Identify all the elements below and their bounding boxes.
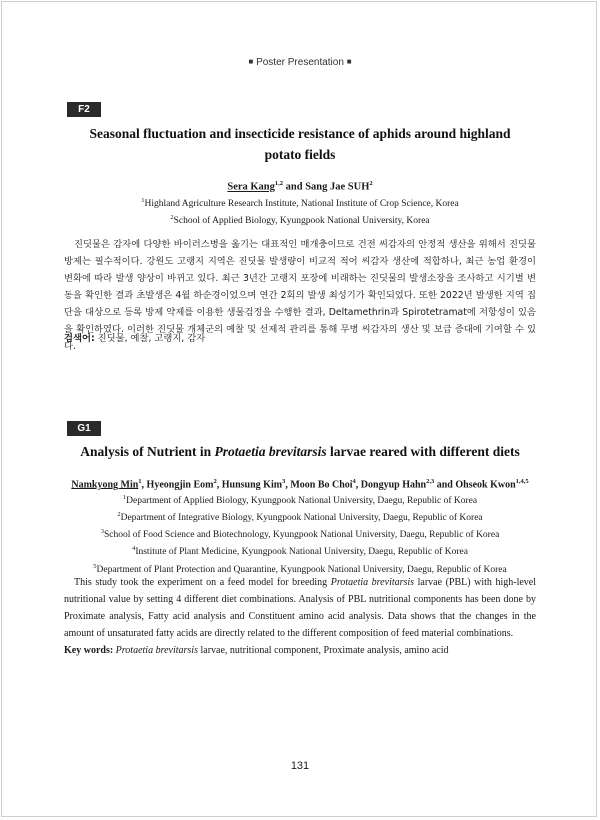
g1-affiliation-1 [40, 491, 560, 508]
g1-keywords-species: Protaetia brevitarsis [115, 645, 198, 656]
g1-affiliation-2 [40, 508, 560, 525]
f2-author2-sup: 2 [369, 180, 373, 187]
g1-affiliation-5-sup: 5 [93, 562, 97, 570]
running-header [0, 57, 600, 68]
g1-keywords [64, 645, 536, 656]
g1-abstract-part1: This study took the experiment on a feed model for breeding [74, 577, 331, 588]
g1-author-6: Ohseok Kwon [455, 479, 516, 491]
f2-keywords-text: 진딧물, 예찰, 고랭지, 감자 [97, 333, 206, 344]
g1-author-6-sup: 1,4,5 [515, 478, 529, 485]
f2-affiliations [40, 194, 560, 228]
g1-abstract [64, 574, 536, 642]
g1-affiliations [40, 491, 560, 577]
f2-abstract: 진딧물은 감자에 다양한 바이러스병을 옮기는 대표적인 매개충이므로 건전 씨감자의 안정적 생산을 위해서 진딧물 방제는 필수적이다. 강원도 고랭지 지역은 진딧물 발생량이 비교적 적어 씨감자 생산에 적합하나, 최근 농업 환경이 변화에 따라 발생 양상이 바뀌고 있다. 최근 3년간 고랭지 포장에 비래하는 진딧물의 발생소장을 조사하고 시기별 변동을 확인한 결과 초발생은 4월 하순경이었으며 연간 2회의 발생 최성기가 확인되었다. 또한 2022년 발생한 지역 집단을 대상으로 등록 방제 약제를 이용한 생물검정을 수행한 결과, Deltamethrin과 Spirotetramat에 저항성이 있음을 확인하였다. 이러한 진딧물 개체군의 예찰 및 선제적 관리를 통해 무병 씨감자의 생산 및 보급 증대에 기여할 수 있다. [64, 239, 536, 352]
g1-author-4-sep: , [355, 479, 361, 491]
page-number: 131 [290, 760, 310, 772]
section-tag-g1: G1 [67, 421, 101, 436]
g1-author-3-sup: 3 [282, 478, 286, 485]
g1-affiliation-3-text: School of Food Science and Biotechnology, Kyungpook National University, Daegu, Republic of Korea [103, 530, 500, 541]
g1-author-2-sup: 2 [213, 478, 217, 485]
section-tag-f2: F2 [67, 102, 101, 117]
g1-affiliation-5-text: Department of Plant Protection and Quarantine, Kyungpook National University, Daegu, Republic of Korea [96, 564, 507, 575]
f2-affiliation-1-text: Highland Agriculture Research Institute, National Institute of Crop Science, Korea [144, 199, 459, 210]
f2-title [70, 123, 530, 165]
g1-author-5-sup: 2,3 [426, 478, 435, 485]
g1-title-suffix: larvae reared with different diets [326, 444, 520, 459]
f2-keywords-label: 검색어: [64, 333, 95, 344]
g1-abstract-part2: larvae (PBL) with high-level nutritional value by setting 4 different diet combinations. Analysis of PBL nutritional components has been done by Proximate analysis, Fatty acid analysis and Constituent amino acid analysis. Data shows that the changes in the amount of unsaturated fatty acids are directly related to the different composition of feed material combinations. [64, 577, 537, 639]
header-label-text: Poster Presentation [256, 57, 344, 68]
header-square-right: ■ [346, 57, 352, 66]
g1-title-species: Protaetia brevitarsis [214, 444, 327, 459]
g1-affiliation-2-sup: 2 [117, 511, 121, 519]
g1-affiliation-4-text: Institute of Plant Medicine, Kyungpook National University, Daegu, Republic of Korea [135, 547, 468, 558]
g1-author-5: Dongyup Hahn [360, 479, 427, 491]
g1-author-3: Hunsung Kim [221, 479, 283, 491]
f2-authors [40, 180, 560, 193]
g1-affiliation-4-sup: 4 [132, 545, 136, 553]
g1-keywords-label: Key words: [64, 645, 114, 656]
f2-affiliation-1-sup: 1 [141, 197, 145, 204]
f2-author1-sup: 1,2 [274, 180, 284, 187]
g1-affiliation-1-text: Department of Applied Biology, Kyungpook National University, Daegu, Republic of Korea [126, 496, 478, 507]
f2-presenting-author: Sera Kang [227, 181, 275, 193]
g1-title [50, 441, 550, 462]
g1-author-1-sup: 1 [138, 478, 142, 485]
g1-affiliation-3-sup: 3 [100, 528, 104, 536]
g1-author-5-sep: and [434, 479, 456, 491]
f2-affiliation-2-sup: 2 [170, 214, 174, 222]
g1-author-2: Hyeongjin Eom [146, 479, 214, 491]
g1-keywords-rest: larvae, nutritional component, Proximate analysis, amino acid [197, 645, 449, 656]
f2-author2: and Sang Jae SUH [283, 181, 370, 193]
g1-affiliation-4 [40, 542, 560, 559]
g1-affiliation-1-sup: 1 [122, 494, 127, 501]
g1-affiliation-2-text: Department of Integrative Biology, Kyungpook National University, Daegu, Republic of Korea [120, 513, 483, 524]
f2-title-line2: potato fields [264, 147, 336, 162]
g1-title-prefix: Analysis of Nutrient in [80, 444, 215, 459]
g1-author-4: Moon Bo Choi [290, 479, 353, 491]
g1-author-1-sep: , [141, 479, 147, 491]
f2-title-line1: Seasonal fluctuation and insecticide resistance of aphids around highland [89, 126, 511, 141]
g1-abstract-species: Protaetia brevitarsis [330, 577, 415, 588]
g1-presenting-author: Namkyong Min [71, 479, 139, 491]
f2-keywords [64, 330, 536, 344]
f2-affiliation-2 [40, 211, 560, 228]
g1-authors [40, 478, 560, 490]
f2-affiliation-2-text: School of Applied Biology, Kyungpook National University, Korea [173, 216, 430, 227]
f2-affiliation-1 [40, 194, 560, 211]
header-square-left: ■ [248, 57, 254, 66]
g1-author-4-sup: 4 [352, 478, 356, 485]
g1-author-2-sep: , [216, 479, 222, 491]
g1-affiliation-3 [40, 525, 560, 542]
g1-author-3-sep: , [285, 479, 291, 491]
